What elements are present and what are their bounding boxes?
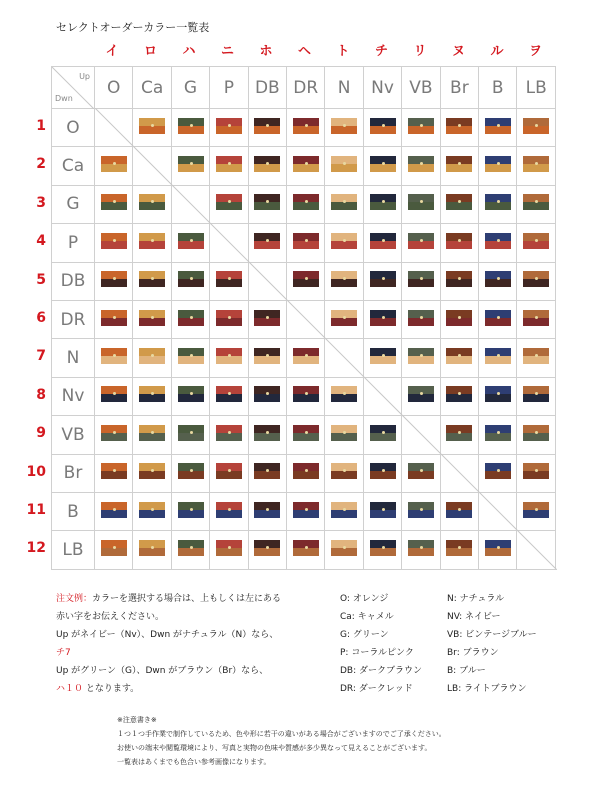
column-letters xyxy=(0,40,600,60)
legend-item: N: ナチュラル xyxy=(447,594,505,604)
column-header: VB xyxy=(402,67,440,109)
column-header: B xyxy=(479,67,517,109)
row-number: 7 xyxy=(36,348,46,365)
caution-title: ※注意書き※ xyxy=(117,716,157,724)
column-header: Nv xyxy=(363,67,401,109)
row-number: 10 xyxy=(26,463,46,480)
note-example2: ハ１０ xyxy=(56,684,84,694)
row-header: P xyxy=(52,224,95,262)
column-header: Ca xyxy=(133,67,171,109)
column-letter: ロ xyxy=(143,44,157,59)
note-label: 注文例： xyxy=(56,594,93,604)
row-number: 2 xyxy=(36,156,46,173)
page-title: セレクトオーダーカラー一覧表 xyxy=(56,21,210,34)
row-header: LB xyxy=(52,531,95,569)
note-line5: となります。 xyxy=(83,684,140,694)
row-number: 4 xyxy=(36,233,46,250)
legend-item: LB: ライトブラウン xyxy=(447,684,527,694)
row-number: 3 xyxy=(36,194,46,211)
row-number: 9 xyxy=(36,425,46,442)
column-header: LB xyxy=(517,67,556,109)
column-letter: ホ xyxy=(259,44,273,59)
row-header: DR xyxy=(52,300,95,338)
column-header: O xyxy=(95,67,133,109)
legend-item: Ca: キャメル xyxy=(340,612,394,622)
caution-notes xyxy=(117,713,446,769)
legend-left xyxy=(340,590,422,698)
note-line3: Up がネイビー（Nv）、Dwn がナチュラル（N）なら、 xyxy=(56,630,279,640)
column-letter: チ xyxy=(374,44,388,59)
column-letter: ト xyxy=(336,44,350,59)
legend-item: B: ブルー xyxy=(447,666,486,676)
column-header: P xyxy=(210,67,248,109)
legend-right xyxy=(447,590,537,698)
note-example1: チ7 xyxy=(56,648,71,658)
legend-item: G: グリーン xyxy=(340,630,389,640)
note-line2: 赤い字をお伝えください。 xyxy=(56,612,165,622)
row-header: DB xyxy=(52,262,95,300)
note-line4: Up がグリーン（G）、Dwn がブラウン（Br）なら、 xyxy=(56,666,269,676)
legend-item: DR: ダークレッド xyxy=(340,684,413,694)
column-letter: ハ xyxy=(182,44,196,59)
row-header: B xyxy=(52,492,95,530)
column-letter: ニ xyxy=(220,44,234,59)
row-number: 1 xyxy=(36,118,46,134)
caution-line3: 一覧表はあくまでも色合い参考画像になります。 xyxy=(117,758,271,766)
column-letter: ヲ xyxy=(528,44,542,59)
legend-item: Br: ブラウン xyxy=(447,648,499,658)
row-header: VB xyxy=(52,416,95,454)
row-number: 8 xyxy=(36,386,46,403)
diagonal-line xyxy=(95,108,557,570)
legend-item: O: オレンジ xyxy=(340,594,389,604)
row-header: Ca xyxy=(52,147,95,185)
caution-line1: １つ１つ手作業で制作しているため、色や形に若干の違いがある場合がございますのでご了承ください。 xyxy=(117,730,446,738)
column-header: G xyxy=(171,67,209,109)
corner-cell xyxy=(52,67,95,109)
column-letter: ヌ xyxy=(451,44,465,59)
row-number: 12 xyxy=(26,540,46,557)
row-header: O xyxy=(52,109,95,147)
legend-item: NV: ネイビー xyxy=(447,612,501,622)
legend-item: VB: ビンテージブルー xyxy=(447,630,537,640)
column-letter: イ xyxy=(105,44,119,59)
corner-up-label: Up xyxy=(79,72,90,81)
row-number: 11 xyxy=(26,502,46,518)
row-header: Br xyxy=(52,454,95,492)
order-example xyxy=(56,590,281,698)
note-line1: カラーを選択する場合は、上もしくは左にある xyxy=(92,594,282,604)
row-header: Nv xyxy=(52,377,95,415)
column-letter: ル xyxy=(490,44,504,59)
column-header: N xyxy=(325,67,363,109)
row-number: 6 xyxy=(36,310,46,326)
row-number: 5 xyxy=(36,271,46,288)
column-header: Br xyxy=(440,67,478,109)
row-header: G xyxy=(52,185,95,223)
column-header: DR xyxy=(287,67,325,109)
column-header: DB xyxy=(248,67,286,109)
row-header: N xyxy=(52,339,95,377)
legend-item: DB: ダークブラウン xyxy=(340,666,422,676)
column-letter: ヘ xyxy=(297,44,311,59)
legend-item: P: コーラルピンク xyxy=(340,648,414,658)
column-letter: リ xyxy=(413,44,427,59)
caution-line2: お使いの端末や閲覧環境により、写真と実物の色味や質感が多少異なって見えることがございます。 xyxy=(117,744,432,752)
corner-dwn-label: Dwn xyxy=(55,94,73,103)
